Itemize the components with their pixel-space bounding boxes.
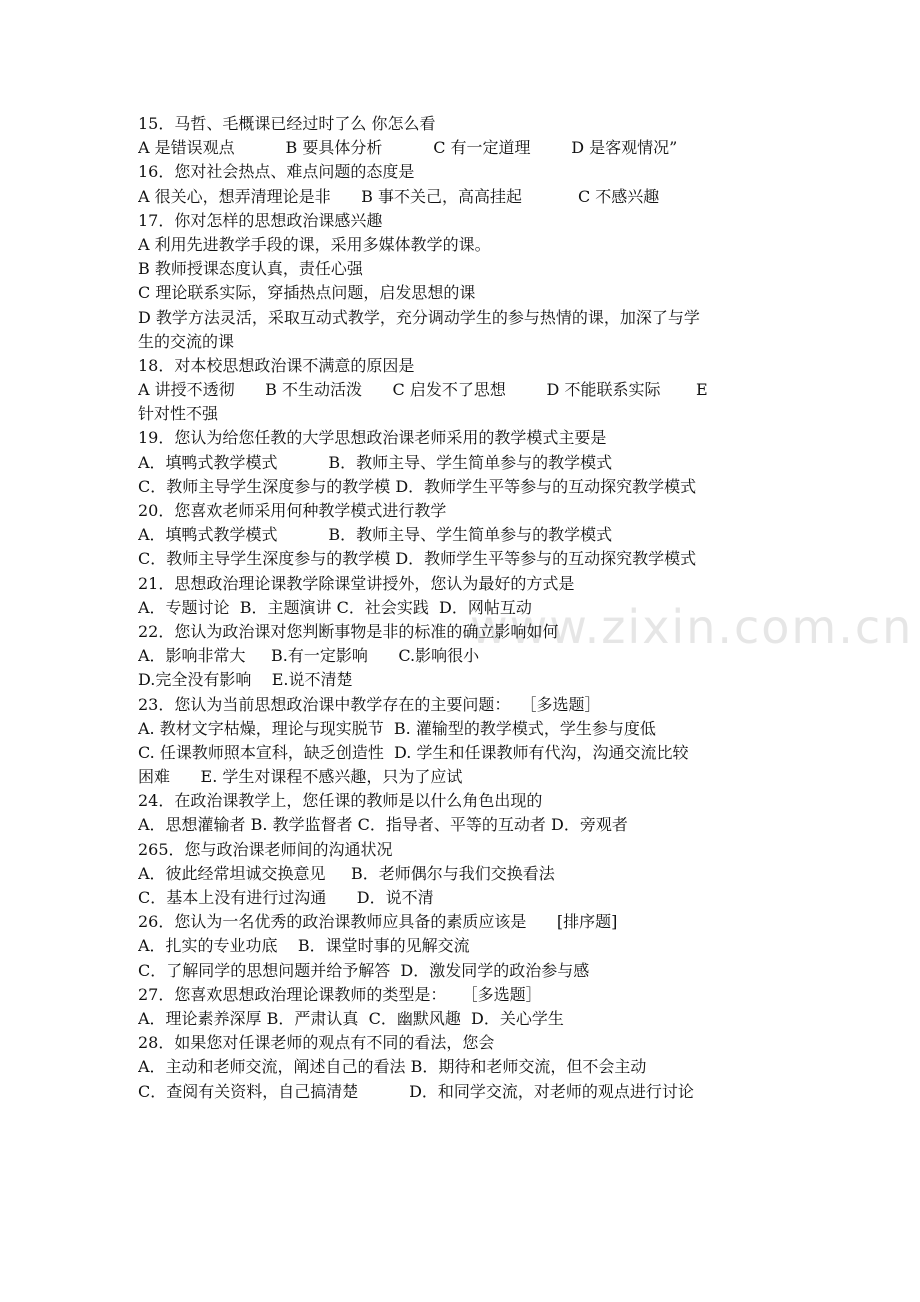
text-line: C 理论联系实际，穿插热点问题，启发思想的课 [138,283,476,303]
text-line: A 讲授不透彻 B 不生动活泼 C 启发不了思想 D 不能联系实际 E [138,380,708,400]
text-line: 22．您认为政治课对您判断事物是非的标准的确立影响如何 [138,621,559,641]
text-line: 16．您对社会热点、难点问题的态度是 [138,162,415,182]
text-line: C．查阅有关资料，自己搞清楚 D．和同学交流，对老师的观点进行讨论 [138,1081,694,1101]
text-line: C．教师主导学生深度参与的教学模 D．教师学生平等参与的互动探究教学模式 [138,549,697,569]
text-line: C．教师主导学生深度参与的教学模 D．教师学生平等参与的互动探究教学模式 [138,476,697,496]
text-line: A．思想灌输者 B. 教学监督者 C．指导者、平等的互动者 D．旁观者 [138,815,628,835]
text-line: 21．思想政治理论课教学除课堂讲授外，您认为最好的方式是 [138,573,575,593]
text-line: 19．您认为给您任教的大学思想政治课老师采用的教学模式主要是 [138,428,607,448]
text-line: A 是错误观点 B 要具体分析 C 有一定道理 D 是客观情况” [138,138,678,158]
text-line: 26．您认为一名优秀的政治课教师应具备的素质应该是 [排序题] [138,912,618,932]
text-line: A 很关心，想弄清理论是非 B 事不关己，高高挂起 C 不感兴趣 [138,186,660,206]
text-line: A 利用先进教学手段的课，采用多媒体教学的课。 [138,234,491,254]
text-line: D 教学方法灵活，采取互动式教学，充分调动学生的参与热情的课，加深了与学 [138,307,700,327]
text-line: A．主动和老师交流，阐述自己的看法 B．期待和老师交流，但不会主动 [138,1057,647,1077]
text-line: C．了解同学的思想问题并给予解答 D．激发同学的政治参与感 [138,960,590,980]
text-line: A．理论素养深厚 B．严肃认真 C．幽默风趣 D．关心学生 [138,1008,564,1028]
text-line: A．填鸭式教学模式 B．教师主导、学生简单参与的教学模式 [138,452,613,472]
watermark: www.zixin.com.cn [470,600,914,654]
text-line: A．影响非常大 B.有一定影响 C.影响很小 [138,646,480,666]
text-line: 23．您认为当前思想政治课中教学存在的主要问题： ［多选题］ [138,694,601,714]
text-line: C. 任课教师照本宣科，缺乏创造性 D. 学生和任课教师有代沟，沟通交流比较 [138,742,689,762]
text-line: A．扎实的专业功底 B．课堂时事的见解交流 [138,936,470,956]
text-line: 生的交流的课 [138,331,235,351]
text-line: B 教师授课态度认真，责任心强 [138,259,363,279]
text-line: 15．马哲、毛概课已经过时了么 你怎么看 [138,114,436,133]
text-line: 针对性不强 [138,404,219,424]
text-line: 265．您与政治课老师间的沟通状况 [138,839,393,859]
text-line: 27．您喜欢思想政治理论课教师的类型是： ［多选题］ [138,984,542,1004]
text-line: A．专题讨论 B．主题演讲 C．社会实践 D．网帖互动 [138,597,532,617]
text-line: C．基本上没有进行过沟通 D．说不清 [138,888,434,907]
text-line: 28．如果您对任课老师的观点有不同的看法，您会 [138,1033,495,1053]
text-line: 困难 E. 学生对课程不感兴趣，只为了应试 [138,767,463,787]
document-body [138,112,798,1104]
text-line: D.完全没有影响 E.说不清楚 [138,670,353,690]
text-line: 18．对本校思想政治课不满意的原因是 [138,355,415,375]
text-line: 20．您喜欢老师采用何种教学模式进行教学 [138,501,447,520]
text-line: A．彼此经常坦诚交换意见 B．老师偶尔与我们交换看法 [138,863,555,883]
text-line: 24．在政治课教学上，您任课的教师是以什么角色出现的 [138,791,543,811]
text-line: 17．你对怎样的思想政治课感兴趣 [138,210,383,230]
text-line: A. 教材文字枯燥，理论与现实脱节 B. 灌输型的教学模式，学生参与度低 [138,718,656,738]
text-line: A．填鸭式教学模式 B．教师主导、学生简单参与的教学模式 [138,525,613,545]
